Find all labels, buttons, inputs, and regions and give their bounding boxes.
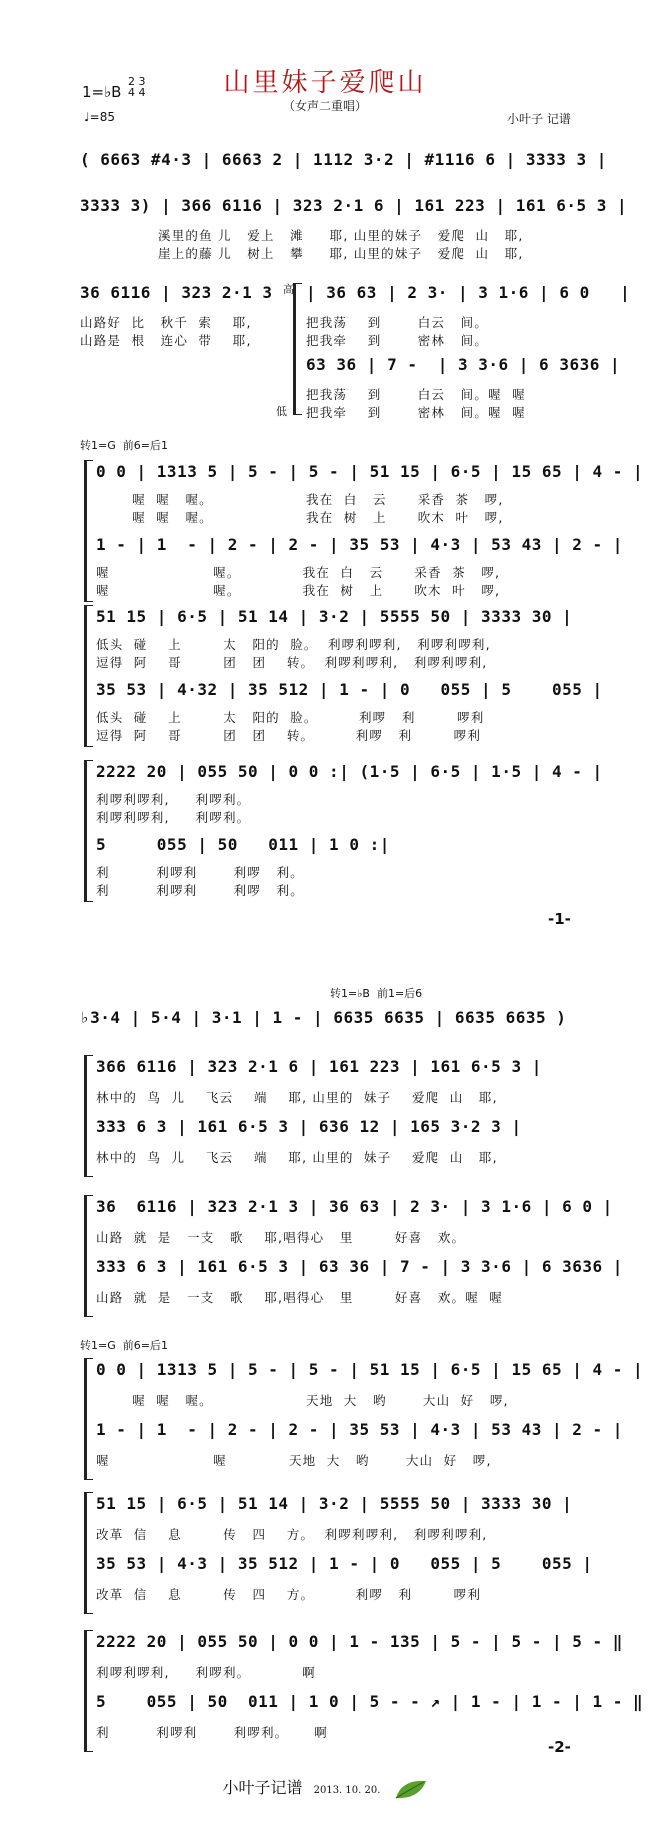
lyric-line: 喔 喔。 我在 白 云 采香 茶 啰,: [96, 565, 501, 580]
notation-line: 333 6 3 | 161 6·5 3 | 63 36 | 7 - | 3 3·6 | 6 3636 |: [96, 1257, 623, 1276]
notation-line: 3333 3) | 366 6116 | 323 2·1 6 | 161 223 | 161 6·5 3 |: [80, 196, 628, 215]
high-voice-label: 高: [283, 283, 294, 296]
lyric-line: 利啰利啰利, 利啰利。 啊: [96, 1665, 316, 1680]
lyric-line: 低头 碰 上 太 阳的 脸。 利啰 利 啰利: [96, 710, 485, 725]
notation-line: 5 055 | 50 011 | 1 0 :|: [96, 835, 390, 854]
lyric-line: 喔 喔 喔。 我在 树 上 吹木 叶 啰,: [96, 510, 504, 525]
notation-line: 366 6116 | 323 2·1 6 | 161 223 | 161 6·5 3 |: [96, 1057, 542, 1076]
notation-line: 0 0 | 1313 5 | 5 - | 5 - | 51 15 | 6·5 | 15 65 | 4 - |: [96, 462, 644, 481]
lyric-line: 低头 碰 上 太 阳的 脸。 利啰利啰利, 利啰利啰利,: [96, 637, 491, 652]
footer-signature: [0, 1775, 650, 1800]
notation-line: 2222 20 | 055 50 | 0 0 :| (1·5 | 6·5 | 1·5 | 4 - |: [96, 762, 603, 781]
notation-line: 1 - | 1 - | 2 - | 2 - | 35 53 | 4·3 | 53 43 | 2 - |: [96, 535, 623, 554]
lyric-line: 崖上的藤 儿 树上 攀 耶, 山里的妹子 爱爬 山 耶,: [158, 246, 524, 261]
tempo-marking: ♩=85: [84, 110, 115, 124]
notation-line: 35 53 | 4·32 | 35 512 | 1 - | 0 055 | 5 055 |: [96, 680, 603, 699]
lyric-line: 逗得 阿 哥 团 团 转。 利啰利啰利, 利啰利啰利,: [96, 655, 488, 670]
low-voice-label: 低: [276, 405, 287, 418]
notation-line: 333 6 3 | 161 6·5 3 | 636 12 | 165 3·2 3 |: [96, 1117, 522, 1136]
lyric-line: 利 利啰利 利啰 利。: [96, 883, 304, 898]
lyric-line: 溪里的鱼 儿 爱上 滩 耶, 山里的妹子 爱爬 山 耶,: [158, 228, 524, 243]
voice-brace: [84, 1195, 93, 1317]
notation-line: 1 - | 1 - | 2 - | 2 - | 35 53 | 4·3 | 53 43 | 2 - |: [96, 1420, 623, 1439]
lyric-line: 林中的 鸟 儿 飞云 端 耶, 山里的 妹子 爱爬 山 耶,: [96, 1090, 498, 1105]
lyric-line: 喔 喔 天地 大 哟 大山 好 啰,: [96, 1453, 492, 1468]
notation-line: 36 6116 | 323 2·1 3: [80, 283, 273, 302]
voice-brace: [84, 460, 93, 602]
signature-text: 小叶子记谱: [222, 1778, 303, 1797]
lyric-line: 把我牵 到 密林 间。: [306, 333, 489, 348]
intro-notation: ( 6663 #4·3 | 6663 2 | 1112 3·2 | #1116 6 | 3333 3 |: [80, 150, 607, 169]
notation-line: | 36 63 | 2 3· | 3 1·6 | 6 0 |: [306, 283, 631, 302]
notation-line: 5 055 | 50 011 | 1 0 | 5 - - ↗ | 1 - | 1 - | 1 - ‖: [96, 1692, 644, 1711]
lyric-line: 利 利啰利 利啰利。 啊: [96, 1725, 328, 1740]
lyric-line: 喔 喔。 我在 树 上 吹木 叶 啰,: [96, 583, 501, 598]
lyric-line: 喔 喔 喔。 我在 白 云 采香 茶 啰,: [96, 492, 504, 507]
page-number: -2-: [548, 1738, 571, 1756]
page-number: -1-: [548, 910, 571, 928]
notation-line: 51 15 | 6·5 | 51 14 | 3·2 | 5555 50 | 3333 30 |: [96, 1494, 573, 1513]
voice-brace: [84, 1630, 93, 1752]
intro-notation: ♭3·4 | 5·4 | 3·1 | 1 - | 6635 6635 | 6635 6635 ): [80, 1008, 567, 1027]
modulation-marking: 转1=G 前6=后1: [80, 439, 168, 452]
lyric-line: 喔 喔 喔。 天地 大 哟 大山 好 啰,: [96, 1393, 509, 1408]
voice-brace: [293, 283, 302, 415]
voice-brace: [84, 1358, 93, 1480]
lyric-line: 山路 就 是 一支 歌 耶,唱得心 里 好喜 欢。: [96, 1230, 466, 1245]
lyric-line: 改革 信 息 传 四 方。 利啰利啰利, 利啰利啰利,: [96, 1527, 488, 1542]
lyric-line: 山路好 比 秋千 索 耶,: [80, 315, 252, 330]
voice-brace: [84, 760, 93, 902]
song-subtitle: （女声二重唱）: [282, 99, 367, 113]
lyric-line: 把我牵 到 密林 间。喔 喔: [306, 405, 526, 420]
lyric-line: 逗得 阿 哥 团 团 转。 利啰 利 啰利: [96, 728, 482, 743]
notation-line: 0 0 | 1313 5 | 5 - | 5 - | 51 15 | 6·5 | 15 65 | 4 - |: [96, 1360, 644, 1379]
notation-line: 2222 20 | 055 50 | 0 0 | 1 - 135 | 5 - | 5 - | 5 - ‖: [96, 1632, 623, 1651]
modulation-marking: 转1=♭B 前1=后6: [330, 987, 423, 1000]
transcriber-credit: 小叶子 记谱: [507, 112, 571, 126]
voice-brace: [84, 1492, 93, 1614]
song-title: 山里妹子爱爬山: [223, 68, 427, 98]
lyric-line: 山路 就 是 一支 歌 耶,唱得心 里 好喜 欢。喔 喔: [96, 1290, 503, 1305]
lyric-line: 利啰利啰利, 利啰利。: [96, 810, 251, 825]
lyric-line: 把我荡 到 白云 间。: [306, 315, 489, 330]
voice-brace: [84, 1055, 93, 1177]
key-signature: 1=♭B: [82, 83, 122, 101]
modulation-marking: 转1=G 前6=后1: [80, 1339, 168, 1352]
lyric-line: 把我荡 到 白云 间。喔 喔: [306, 387, 526, 402]
notation-line: 51 15 | 6·5 | 51 14 | 3·2 | 5555 50 | 3333 30 |: [96, 607, 573, 626]
notation-line: 35 53 | 4·3 | 35 512 | 1 - | 0 055 | 5 055 |: [96, 1554, 593, 1573]
voice-brace: [84, 605, 93, 747]
lyric-line: 利 利啰利 利啰 利。: [96, 865, 304, 880]
notation-line: 36 6116 | 323 2·1 3 | 36 63 | 2 3· | 3 1·6 | 6 0 |: [96, 1197, 613, 1216]
lyric-line: 改革 信 息 传 四 方。 利啰 利 啰利: [96, 1587, 482, 1602]
notation-line: 63 36 | 7 - | 3 3·6 | 6 3636 |: [306, 355, 621, 374]
signature-date: 2013. 10. 20.: [313, 1785, 381, 1796]
lyric-line: 林中的 鸟 儿 飞云 端 耶, 山里的 妹子 爱爬 山 耶,: [96, 1150, 498, 1165]
lyric-line: 利啰利啰利, 利啰利。: [96, 792, 251, 807]
time-signature: 2 3 4 4: [128, 75, 146, 99]
leaf-icon: [394, 1778, 428, 1800]
lyric-line: 山路是 根 连心 带 耶,: [80, 333, 252, 348]
